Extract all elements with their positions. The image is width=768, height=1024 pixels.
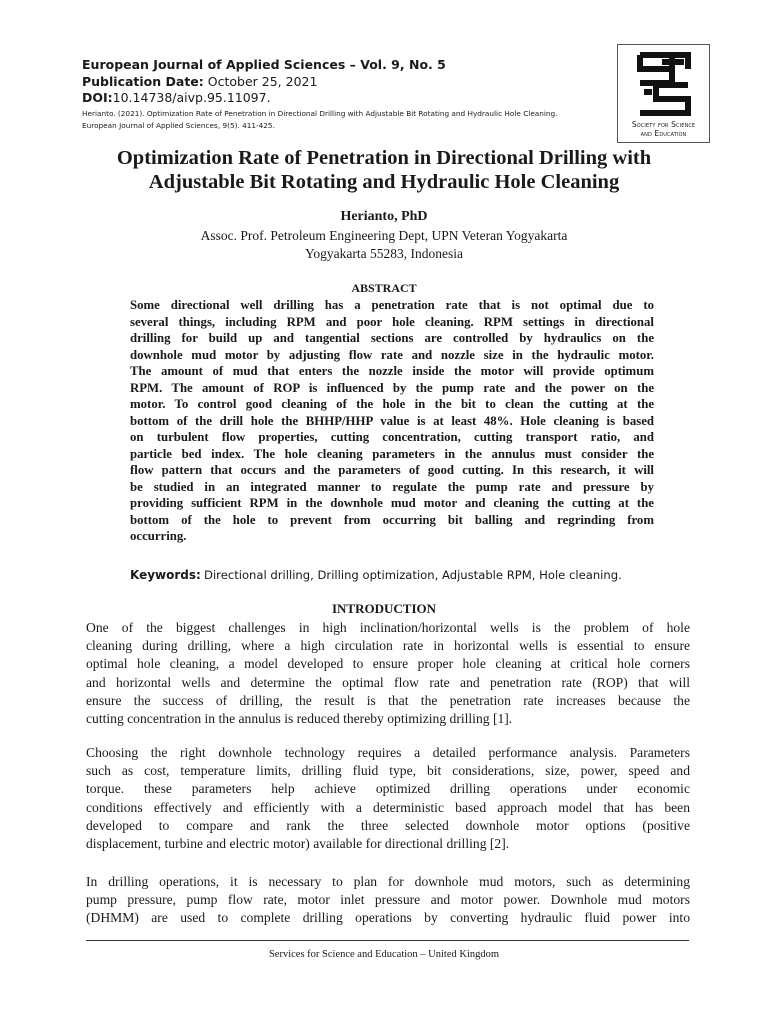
intro-paragraph-1 <box>86 619 690 728</box>
journal-volume: European Journal of Applied Sciences – Vol. 9, No. 5 <box>82 57 446 72</box>
text-line: cleaning during drilling, where a high circulation rate in horizontal wells is essential to ensure <box>86 638 690 654</box>
text-line: optimal hole cleaning, a model developed to ensure proper hole cleaning at critical hole corners <box>86 656 690 672</box>
abstract-body <box>130 297 654 545</box>
intro-paragraph-2 <box>86 744 690 853</box>
text-line: displacement, turbine and electric motor) available for directional drilling [2]. <box>86 836 510 852</box>
text-line: several things, including RPM and poor hole cleaning. RPM settings in directional <box>130 314 654 329</box>
introduction-heading: INTRODUCTION <box>331 601 436 616</box>
footer-text: Services for Science and Education – United Kingdom <box>268 949 500 960</box>
doi: DOI:10.14738/aivp.95.11097. <box>82 90 271 105</box>
text-line: pump pressure, pump flow rate, motor inlet pressure and motor power. Downhole mud motors <box>86 892 690 908</box>
text-line: downhole mud motor by adjusting flow rate and nozzle size in the hydraulic motor. <box>130 347 654 362</box>
publication-date: Publication Date: October 25, 2021 <box>82 73 318 89</box>
text-line: and horizontal wells and determine the optimal flow rate and penetration rate (ROP) that will <box>86 674 690 690</box>
text-line: bottom of the hole to prevent from occurring bit balling and regrinding from <box>130 512 654 527</box>
footer-rule <box>86 940 689 941</box>
text-line: motor. To control good cleaning of the hole in the bit to clean the cutting at the <box>130 397 654 411</box>
sse-logo <box>617 44 710 143</box>
journal-header <box>82 57 612 131</box>
text-line: Choosing the right downhole technology requires a detailed performance analysis. Parameters <box>86 745 690 760</box>
paper-title: Optimization Rate of Penetration in Directional Drilling with Adjustable Bit Rotating and Hydraulic Hole Cleaning <box>116 147 652 193</box>
text-line: occurring. <box>130 529 187 543</box>
author-affiliation: Assoc. Prof. Petroleum Engineering Dept, UPN Veteran Yogyakarta Yogyakarta 55283, Indonesia <box>200 228 568 261</box>
text-line: on turbulent flow properties, cutting concentration, cutting transport ratio, and <box>130 430 654 444</box>
text-line: developed to compare and rank the three selected downhole motor options (positive <box>86 817 690 833</box>
text-line: particle bed index. The hole cleaning parameters in the annulus must consider the <box>130 446 654 461</box>
logo-text: Society for Science and Education <box>631 120 696 138</box>
text-line: The amount of mud that enters the nozzle inside the motor will provide optimum <box>130 364 654 378</box>
text-line: torque. these parameters help achieve optimized drilling operations under economic <box>86 781 690 797</box>
text-line: One of the biggest challenges in high inclination/horizontal wells is the problem of hole <box>86 620 690 635</box>
citation-line: European Journal of Applied Sciences, 9(5). 411-425. <box>82 120 275 130</box>
author-name: Herianto, PhD <box>340 209 428 224</box>
keywords: Keywords: Directional drilling, Drilling optimization, Adjustable RPM, Hole cleaning. <box>130 568 622 582</box>
text-line: Some directional well drilling has a penetration rate that is not optimal due to <box>130 298 654 312</box>
text-line: bottom of the drill hole the BHHP/HHP value is at least 48%. Hole cleaning is based <box>130 413 654 428</box>
text-line: (DHMM) are used to complete drilling operations by converting hydraulic fluid power into <box>86 910 690 926</box>
text-line: RPM. The amount of ROP is influenced by the pump rate and the power on the <box>130 380 654 395</box>
text-line: In drilling operations, it is necessary to plan for downhole mud motors, such as determining <box>86 874 690 889</box>
text-line: providing sufficient RPM in the downhole mud motor and cleaning the cutting at the <box>130 496 654 510</box>
intro-paragraph-3 <box>86 873 690 928</box>
text-line: be studied in an integrated manner to regulate the pump rate and pressure by <box>130 479 654 494</box>
text-line: such as cost, temperature limits, drilling fluid type, bit considerations, size, power, speed and <box>86 763 690 779</box>
abstract-heading: ABSTRACT <box>351 281 417 295</box>
citation-line: Herianto. (2021). Optimization Rate of Penetration in Directional Drilling with Adjustable Bit Rotating and Hydraulic Hole Cleaning. <box>82 108 558 118</box>
text-line: flow pattern that occurs and the parameters of good cutting. In this research, it will <box>130 463 654 477</box>
text-line: cutting concentration in the annulus is reduced thereby optimizing drilling [1]. <box>86 711 513 727</box>
text-line: ensure the success of drilling, the result is that the penetration rate increases because the <box>86 692 690 708</box>
text-line: conditions effectively and efficiently with a deterministic based approach model that has been <box>86 799 690 815</box>
sse-logo-icon <box>632 49 696 119</box>
text-line: drilling for build up and tangential sections are controlled by hydraulics on the <box>130 331 654 345</box>
